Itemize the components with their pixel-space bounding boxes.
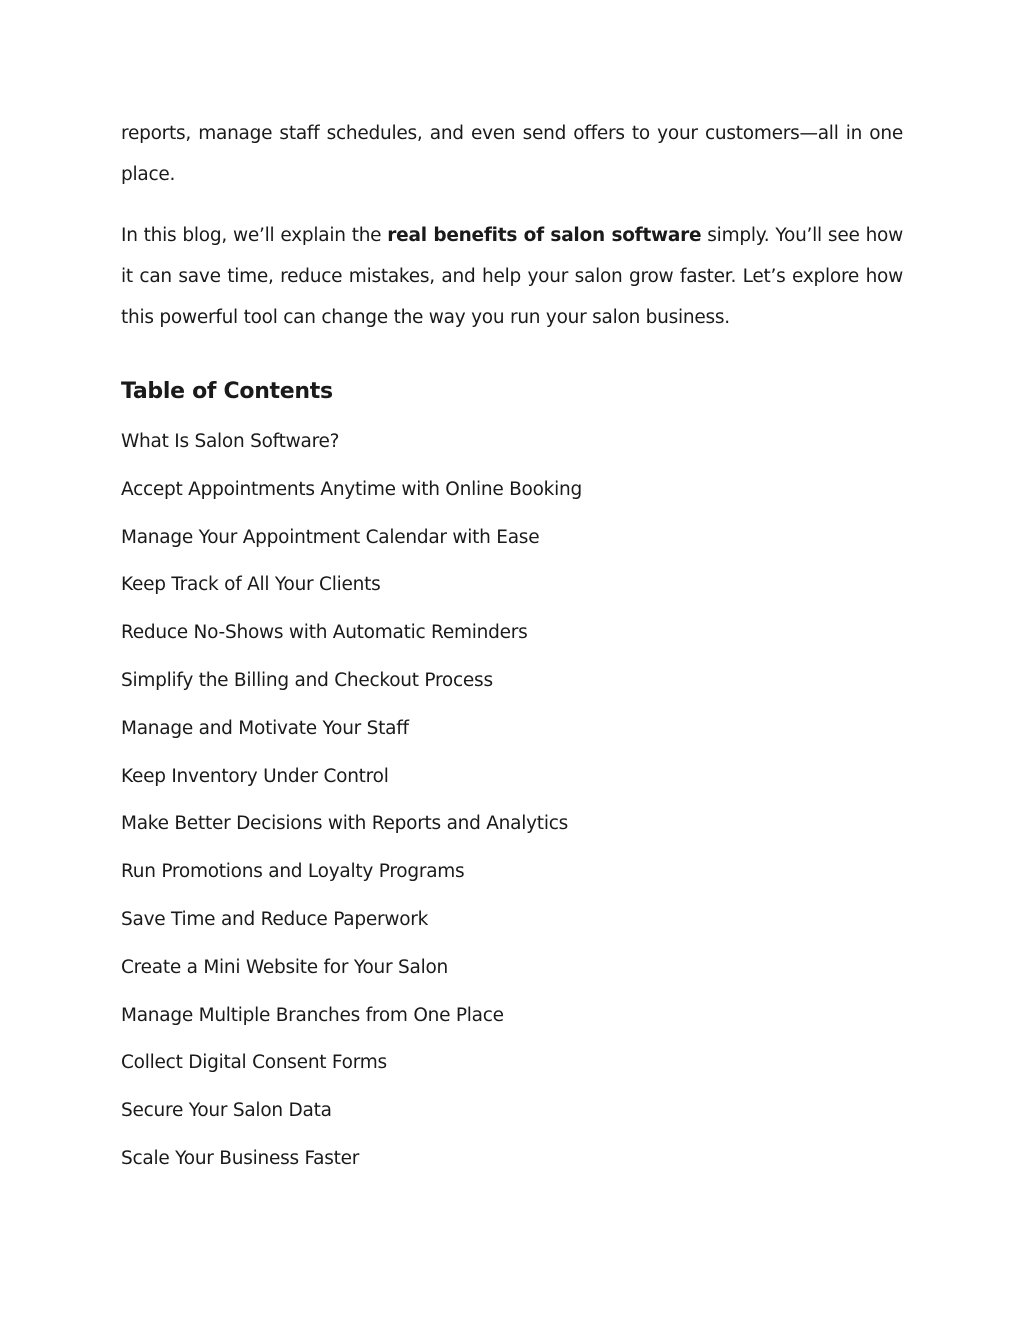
blog-intro-paragraph [121,215,903,338]
blog-intro-text-before: In this blog, we’ll explain the [121,225,388,246]
blog-intro-bold-phrase: real benefits of salon software [387,225,702,246]
toc-item[interactable]: Keep Track of All Your Clients [121,574,381,596]
toc-item[interactable]: Manage and Motivate Your Staff [121,717,409,739]
toc-heading: Table of Contents [121,379,333,404]
toc-item[interactable]: Secure Your Salon Data [121,1100,332,1122]
toc-item[interactable]: Reduce No-Shows with Automatic Reminders [121,622,528,644]
toc-item[interactable]: Manage Your Appointment Calendar with Ease [121,526,540,548]
toc-item[interactable]: Simplify the Billing and Checkout Process [121,669,493,691]
toc-item[interactable]: Keep Inventory Under Control [121,765,389,787]
toc-list [121,430,903,1195]
toc-item[interactable]: Save Time and Reduce Paperwork [121,908,429,930]
document-page [121,113,903,1195]
intro-continuation-paragraph: reports, manage staff schedules, and even send offers to your customers—all in one place. [121,123,903,185]
toc-item[interactable]: Collect Digital Consent Forms [121,1052,387,1074]
toc-item[interactable]: Manage Multiple Branches from One Place [121,1004,504,1026]
toc-item[interactable]: What Is Salon Software? [121,431,340,452]
toc-item[interactable]: Run Promotions and Loyalty Programs [121,861,465,883]
toc-item[interactable]: Accept Appointments Anytime with Online Booking [121,478,583,500]
toc-item[interactable]: Create a Mini Website for Your Salon [121,956,448,978]
toc-item[interactable]: Scale Your Business Faster [121,1147,360,1169]
toc-item[interactable]: Make Better Decisions with Reports and Analytics [121,813,569,835]
blog-intro-text-after: simply. You’ll see how it can save time, reduce mistakes, and help your salon grow faster. Let’s explore how this powerful tool can change the way you run your salon business. [121,225,903,328]
